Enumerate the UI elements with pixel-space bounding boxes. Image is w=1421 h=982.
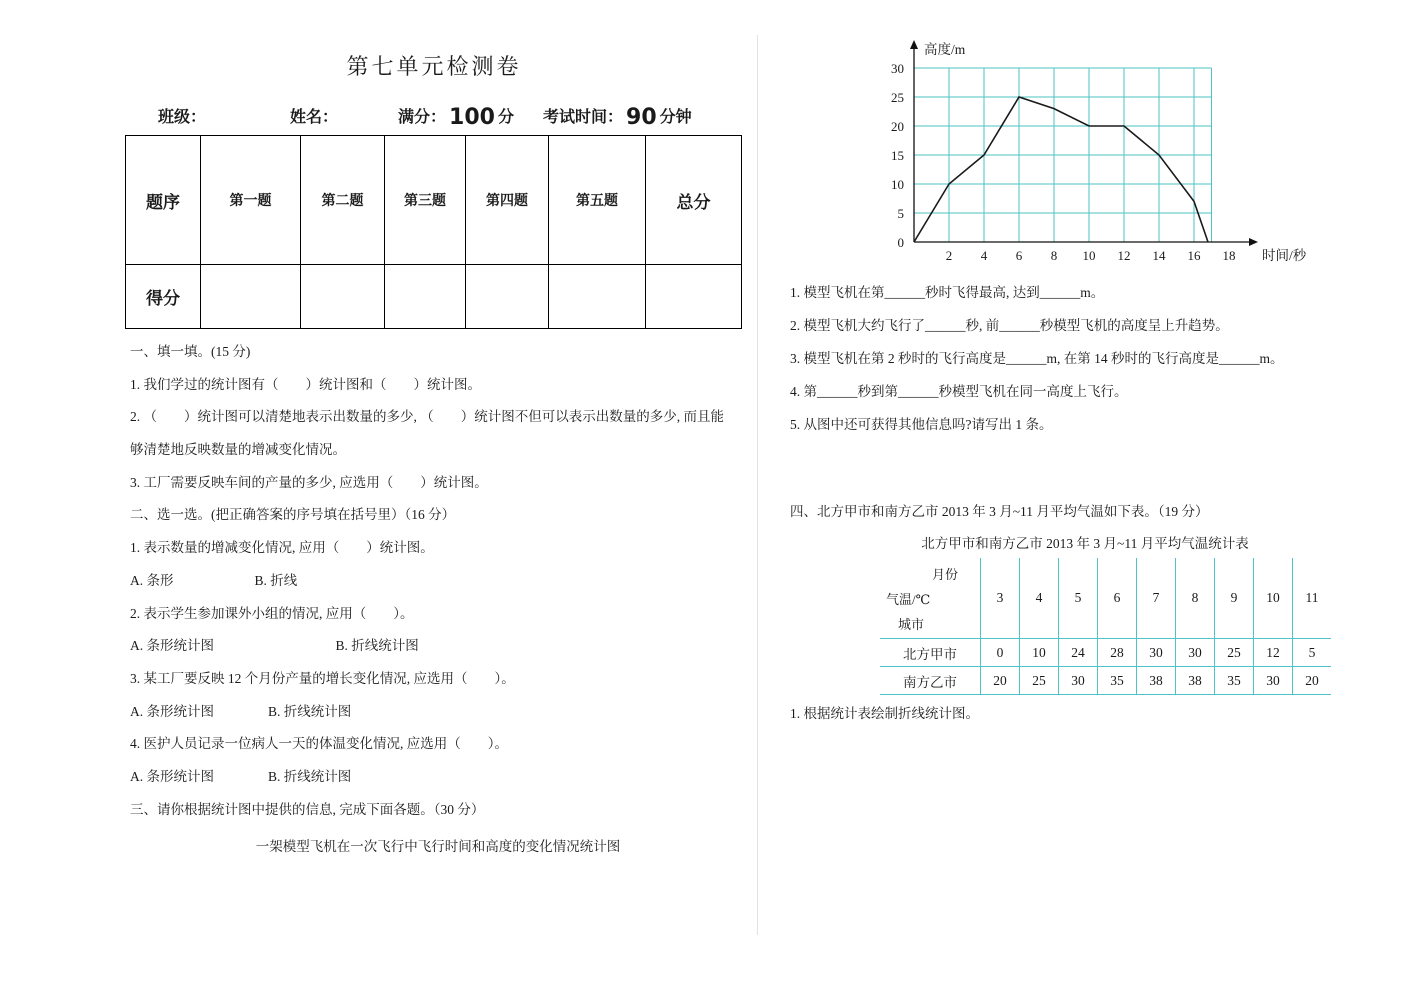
full-score-label: 满分： [398, 109, 447, 126]
temp-corner-cell [880, 558, 981, 639]
temperature-value-cell: 0 [981, 639, 1020, 667]
temp-data-row [880, 667, 1331, 695]
chart-question-line: 5. 从图中还可获得其他信息吗?请写出 1 条。 [790, 417, 1053, 432]
answer-options-line: A. 条形统计图 B. 折线统计图 [130, 638, 419, 654]
corner-label-month: 月份 [932, 567, 959, 582]
corner-label-temp: 气温/℃ [886, 592, 931, 607]
flight-line-chart [858, 30, 1328, 275]
score-col-header: 第四题 [466, 136, 549, 265]
score-col-header: 第一题 [201, 136, 301, 265]
temperature-value-cell: 25 [1215, 639, 1254, 667]
city-label-cell: 南方乙市 [880, 667, 981, 695]
score-cell-empty [301, 265, 385, 329]
temperature-value-cell: 30 [1059, 667, 1098, 695]
score-col-header: 第三题 [385, 136, 466, 265]
score-row-label: 得分 [126, 265, 201, 329]
svg-text:12: 12 [1117, 248, 1131, 263]
svg-text:18: 18 [1222, 248, 1236, 263]
chart-question-line: 4. 第______秒到第______秒模型飞机在同一高度上飞行。 [790, 384, 1128, 399]
temperature-value-cell: 30 [1176, 639, 1215, 667]
answer-options-line: A. 条形统计图 B. 折线统计图 [130, 768, 352, 784]
question-line: 4. 医护人员记录一位病人一天的体温变化情况, 应选用（ ）。 [130, 736, 508, 752]
svg-text:8: 8 [1050, 248, 1058, 263]
svg-text:4: 4 [980, 248, 988, 263]
section-one-heading: 一、填一填。(15 分) [130, 344, 251, 359]
temperature-value-cell: 38 [1137, 667, 1176, 695]
temperature-value-cell: 35 [1098, 667, 1137, 695]
temperature-table-wrap [880, 558, 1331, 695]
score-table-header-row [126, 136, 742, 265]
temperature-value-cell: 30 [1137, 639, 1176, 667]
svg-text:20: 20 [891, 119, 904, 134]
temperature-value-cell: 30 [1254, 667, 1293, 695]
chart-question-line: 3. 模型飞机在第 2 秒时的飞行高度是______m, 在第 14 秒时的飞行高度是______m。 [790, 351, 1284, 366]
svg-text:0: 0 [897, 235, 904, 250]
temperature-value-cell: 5 [1293, 639, 1332, 667]
exam-title: 第七单元检测卷 [346, 54, 522, 79]
month-header-cell: 9 [1215, 558, 1254, 639]
left-question-block [130, 336, 746, 864]
temperature-value-cell: 20 [981, 667, 1020, 695]
city-label-cell: 北方甲市 [880, 639, 981, 667]
question-line: 1. 我们学过的统计图有（ ）统计图和（ ）统计图。 [130, 376, 481, 392]
month-header-cell: 7 [1137, 558, 1176, 639]
month-header-cell: 6 [1098, 558, 1137, 639]
question-line: 3. 工厂需要反映车间的产量的多少, 应选用（ ）统计图。 [130, 474, 488, 490]
section-four-heading: 四、北方甲市和南方乙市 2013 年 3 月~11 月平均气温如下表。（19 分） [790, 504, 1209, 519]
svg-text:5: 5 [897, 206, 904, 221]
chart-question-line: 2. 模型飞机大约飞行了______秒, 前______秒模型飞机的高度呈上升趋势。 [790, 318, 1229, 333]
svg-text:时间/秒: 时间/秒 [1262, 248, 1307, 263]
month-header-cell: 4 [1020, 558, 1059, 639]
draw-instruction: 1. 根据统计表绘制折线统计图。 [790, 706, 979, 721]
month-header-cell: 11 [1293, 558, 1332, 639]
score-table [125, 135, 742, 329]
score-cell-empty [549, 265, 646, 329]
answer-options-line: A. 条形统计图 B. 折线统计图 [130, 703, 352, 719]
score-col-header: 第五题 [549, 136, 646, 265]
svg-text:2: 2 [945, 248, 953, 263]
question-line: 够清楚地反映数量的增减变化情况。 [130, 442, 346, 458]
temperature-value-cell: 12 [1254, 639, 1293, 667]
chart-question-line: 1. 模型飞机在第______秒时飞得最高, 达到______m。 [790, 285, 1105, 300]
score-cell-empty [646, 265, 742, 329]
svg-text:14: 14 [1152, 248, 1166, 263]
svg-text:30: 30 [891, 61, 904, 76]
column-divider [757, 35, 758, 935]
month-header-cell: 8 [1176, 558, 1215, 639]
temp-header-row [880, 558, 1331, 639]
full-score [398, 104, 514, 130]
score-cell-empty [466, 265, 549, 329]
svg-text:10: 10 [1082, 248, 1096, 263]
answer-options-line: A. 条形 B. 折线 [130, 572, 298, 588]
corner-label-city: 城市 [898, 617, 925, 632]
class-label: 班级： [158, 109, 207, 126]
svg-text:15: 15 [891, 148, 904, 163]
section-three-heading: 三、请你根据统计图中提供的信息, 完成下面各题。（30 分） [130, 801, 485, 817]
svg-text:25: 25 [891, 90, 904, 105]
score-col-header: 题序 [126, 136, 201, 265]
full-score-value: 100 [449, 105, 495, 130]
score-col-header: 总分 [646, 136, 742, 265]
question-line: 3. 某工厂要反映 12 个月份产量的增长变化情况, 应选用（ ）。 [130, 670, 515, 686]
temperature-value-cell: 35 [1215, 667, 1254, 695]
month-header-cell: 5 [1059, 558, 1098, 639]
temp-table-title: 北方甲市和南方乙市 2013 年 3 月~11 月平均气温统计表 [921, 536, 1249, 551]
section-two-heading: 二、选一选。(把正确答案的序号填在括号里）（16 分） [130, 507, 456, 523]
temperature-value-cell: 20 [1293, 667, 1332, 695]
score-col-header: 第二题 [301, 136, 385, 265]
temperature-value-cell: 10 [1020, 639, 1059, 667]
score-table-wrap [125, 135, 742, 329]
exam-time-unit: 分钟 [659, 109, 692, 126]
exam-time [543, 104, 692, 130]
question-line: 1. 表示数量的增减变化情况, 应用（ ）统计图。 [130, 540, 434, 556]
svg-text:6: 6 [1015, 248, 1023, 263]
flight-chart-box [858, 30, 1328, 280]
temperature-table [880, 558, 1331, 695]
svg-text:高度/m: 高度/m [924, 42, 966, 57]
score-cell-empty [385, 265, 466, 329]
temperature-value-cell: 28 [1098, 639, 1137, 667]
svg-text:10: 10 [891, 177, 904, 192]
question-line: 2. 表示学生参加课外小组的情况, 应用（ ）。 [130, 605, 414, 621]
temperature-value-cell: 24 [1059, 639, 1098, 667]
month-header-cell: 3 [981, 558, 1020, 639]
temp-data-row [880, 639, 1331, 667]
name-label: 姓名： [290, 109, 339, 126]
chart-caption: 一架模型飞机在一次飞行中飞行时间和高度的变化情况统计图 [255, 839, 621, 855]
chart-question-block [790, 276, 1350, 441]
exam-info-line [0, 100, 760, 132]
full-score-unit: 分 [497, 109, 514, 126]
temperature-value-cell: 38 [1176, 667, 1215, 695]
exam-time-value: 90 [626, 105, 657, 130]
score-table-score-row [126, 265, 742, 329]
question-line: 2. （ ）统计图可以清楚地表示出数量的多少, （ ）统计图不但可以表示出数量的多少, 而且能 [130, 409, 724, 425]
score-cell-empty [201, 265, 301, 329]
svg-text:16: 16 [1187, 248, 1201, 263]
temperature-value-cell: 25 [1020, 667, 1059, 695]
exam-time-label: 考试时间： [543, 109, 624, 126]
month-header-cell: 10 [1254, 558, 1293, 639]
